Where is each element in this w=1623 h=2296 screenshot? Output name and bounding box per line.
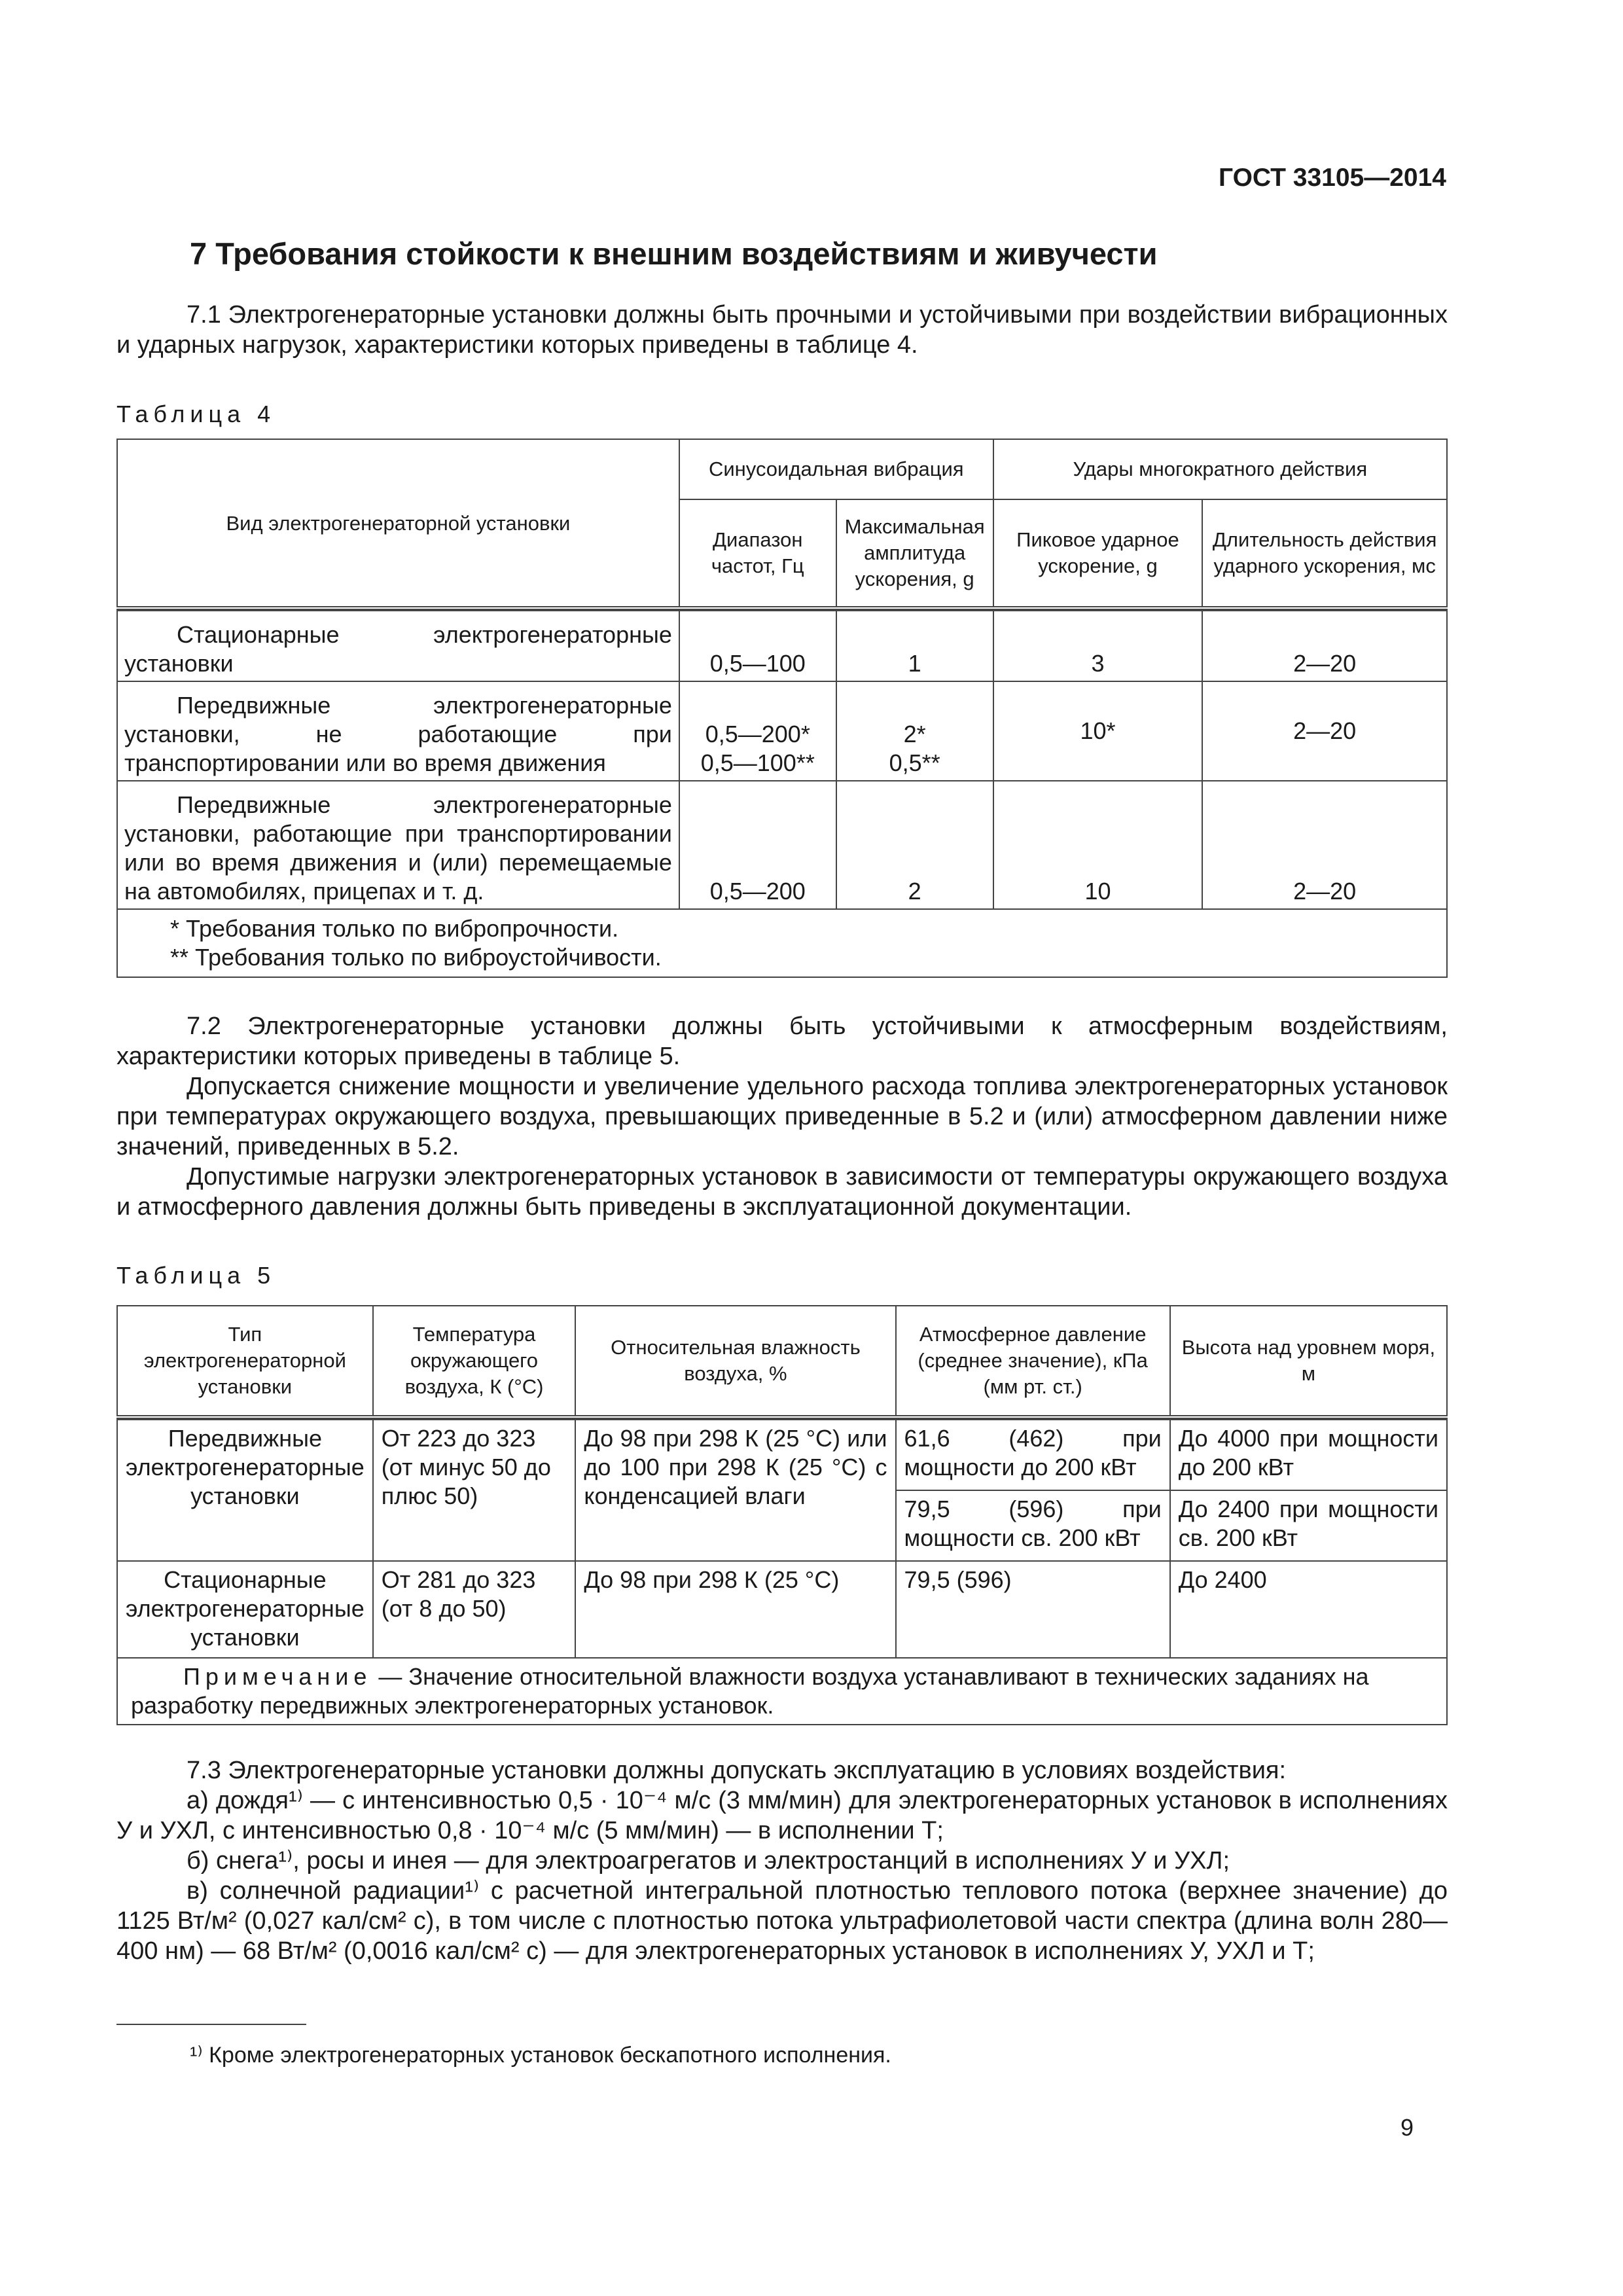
paragraph-7-3-b: б) снега¹⁾, росы и инея — для электроагрегатов и электростанций в исполнениях У и УХЛ;: [187, 1847, 1230, 1874]
cell-humidity: До 98 при 298 К (25 °С) или до 100 при 298 К (25 °С) с конденсацией влаги: [575, 1420, 895, 1561]
note-line: ** Требования только по виброустойчивости.: [170, 944, 662, 971]
cell-type: Стационарные электрогенераторные установки: [117, 1561, 373, 1658]
header-peak: Пиковое ударное ускорение, g: [993, 499, 1203, 608]
footnote-divider: [116, 2024, 306, 2025]
paragraph-7-2: 7.2 Электрогенераторные установки должны быть устойчивыми к атмосферным воздействиям, характеристики которых приведены в таблице 5.: [116, 1013, 1448, 1070]
table5-caption: Таблица 5: [116, 1262, 276, 1289]
cell-temp: От 223 до 323 (от минус 50 до плюс 50): [373, 1420, 576, 1561]
table-row: [117, 781, 1447, 909]
header-vibration: Синусоидальная вибрация: [679, 439, 993, 499]
header-freq: Диапазон частот, Гц: [679, 499, 836, 608]
paragraph-7-3-a: а) дождя¹⁾ — с интенсивностью 0,5 · 10⁻⁴ м/с (3 мм/мин) для электрогенераторных установок в исполнениях У и УХЛ, с интенсивностью 0,8 · 10⁻⁴ м/с (5 мм/мин) — в исполнении Т;: [116, 1787, 1448, 1844]
cell-peak: 10: [993, 781, 1203, 909]
cell-freq: 0,5—100: [679, 611, 836, 681]
header-duration: Длительность действия ударного ускорения, мс: [1202, 499, 1447, 608]
cell-pressure: 61,6 (462) при мощности до 200 кВт: [896, 1420, 1170, 1490]
cell-amp: 2* 0,5**: [836, 681, 993, 781]
cell-freq: 0,5—200: [679, 781, 836, 909]
cell-humidity: До 98 при 298 К (25 °С): [575, 1561, 895, 1658]
row-name: Передвижные электрогенераторные установки, не работающие при транспортировании или во время движения: [124, 692, 672, 776]
paragraph-7-3-c: в) солнечной радиации¹⁾ с расчетной интегральной плотностью теплового потока (верхнее значение) до 1125 Вт/м² (0,027 кал/см² с), в том числе с плотностью потока ультрафиолетовой части спектра (длина волн 280—400 нм) — 68 Вт/м² (0,0016 кал/см² с) — для электрогенераторных установок в исполнениях У, УХЛ и Т;: [116, 1877, 1448, 1965]
cell-pressure: 79,5 (596) при мощности св. 200 кВт: [896, 1490, 1170, 1561]
table5-note: [117, 1658, 1447, 1725]
header-type: Вид электрогенераторной установки: [117, 439, 679, 608]
section-title: 7 Требования стойкости к внешним воздействиям и живучести: [190, 236, 1158, 271]
header-amp: Максимальная амплитуда ускорения, g: [836, 499, 993, 608]
note-line: * Требования только по вибропрочности.: [170, 915, 619, 942]
cell-freq: 0,5—200* 0,5—100**: [679, 681, 836, 781]
table-row: [117, 681, 1447, 781]
note-text: — Значение относительной влажности воздуха устанавливают в технических заданиях на разработку передвижных электрогенераторных установок.: [131, 1663, 1369, 1719]
table-row: [117, 1420, 1447, 1490]
header-pressure: Атмосферное давление (среднее значение), кПа (мм рт. ст.): [896, 1306, 1170, 1417]
cell-duration: 2—20: [1202, 681, 1447, 781]
cell-altitude: До 2400 при мощности св. 200 кВт: [1170, 1490, 1447, 1561]
table4-notes: [117, 909, 1447, 977]
table-4: [116, 439, 1448, 978]
cell-duration: 2—20: [1202, 781, 1447, 909]
cell-duration: 2—20: [1202, 611, 1447, 681]
row-name: Передвижные электрогенераторные установки, работающие при транспортировании или во время движения и (или) перемещаемые на автомобилях, прицепах и т. д.: [124, 791, 672, 905]
paragraph-7-1: 7.1 Электрогенераторные установки должны быть прочными и устойчивыми при воздействии вибрационных и ударных нагрузок, характеристики которых приведены в таблице 4.: [116, 301, 1448, 359]
row-name: Стационарные электрогенераторные установки: [124, 621, 672, 677]
header-humidity: Относительная влажность воздуха, %: [575, 1306, 895, 1417]
cell-peak: 3: [993, 611, 1203, 681]
cell-altitude: До 4000 при мощности до 200 кВт: [1170, 1420, 1447, 1490]
cell-altitude: До 2400: [1170, 1561, 1447, 1658]
table-row: [117, 1561, 1447, 1658]
table-row: [117, 611, 1447, 681]
cell-peak: 10*: [993, 681, 1203, 781]
paragraph-7-2-c: Допустимые нагрузки электрогенераторных установок в зависимости от температуры окружающего воздуха и атмосферного давления должны быть приведены в эксплуатационной документации.: [116, 1163, 1448, 1221]
cell-temp: От 281 до 323 (от 8 до 50): [373, 1561, 576, 1658]
note-label: Примечание: [183, 1663, 372, 1690]
cell-pressure: 79,5 (596): [896, 1561, 1170, 1658]
paragraph-7-3-intro: 7.3 Электрогенераторные установки должны допускать эксплуатацию в условиях воздействия:: [187, 1757, 1287, 1784]
document-id: ГОСТ 33105—2014: [1219, 164, 1446, 192]
paragraph-7-2-b: Допускается снижение мощности и увеличение удельного расхода топлива электрогенераторных установок при температурах окружающего воздуха, превышающих приведенные в 5.2 и (или) атмосферном давлении ниже значений, приведенных в 5.2.: [116, 1073, 1448, 1160]
cell-amp: 1: [836, 611, 993, 681]
cell-type: Передвижные электрогенераторные установки: [117, 1420, 373, 1561]
header-type: Тип электрогенераторной установки: [117, 1306, 373, 1417]
header-altitude: Высота над уровнем моря, м: [1170, 1306, 1447, 1417]
table-5: [116, 1305, 1448, 1725]
page-number: 9: [1400, 2114, 1414, 2141]
footnote: ¹⁾ Кроме электрогенераторных установок бескапотного исполнения.: [190, 2043, 891, 2068]
header-shock: Удары многократного действия: [993, 439, 1447, 499]
header-temp: Температура окружающего воздуха, К (°С): [373, 1306, 576, 1417]
table4-caption: Таблица 4: [116, 401, 276, 427]
cell-amp: 2: [836, 781, 993, 909]
